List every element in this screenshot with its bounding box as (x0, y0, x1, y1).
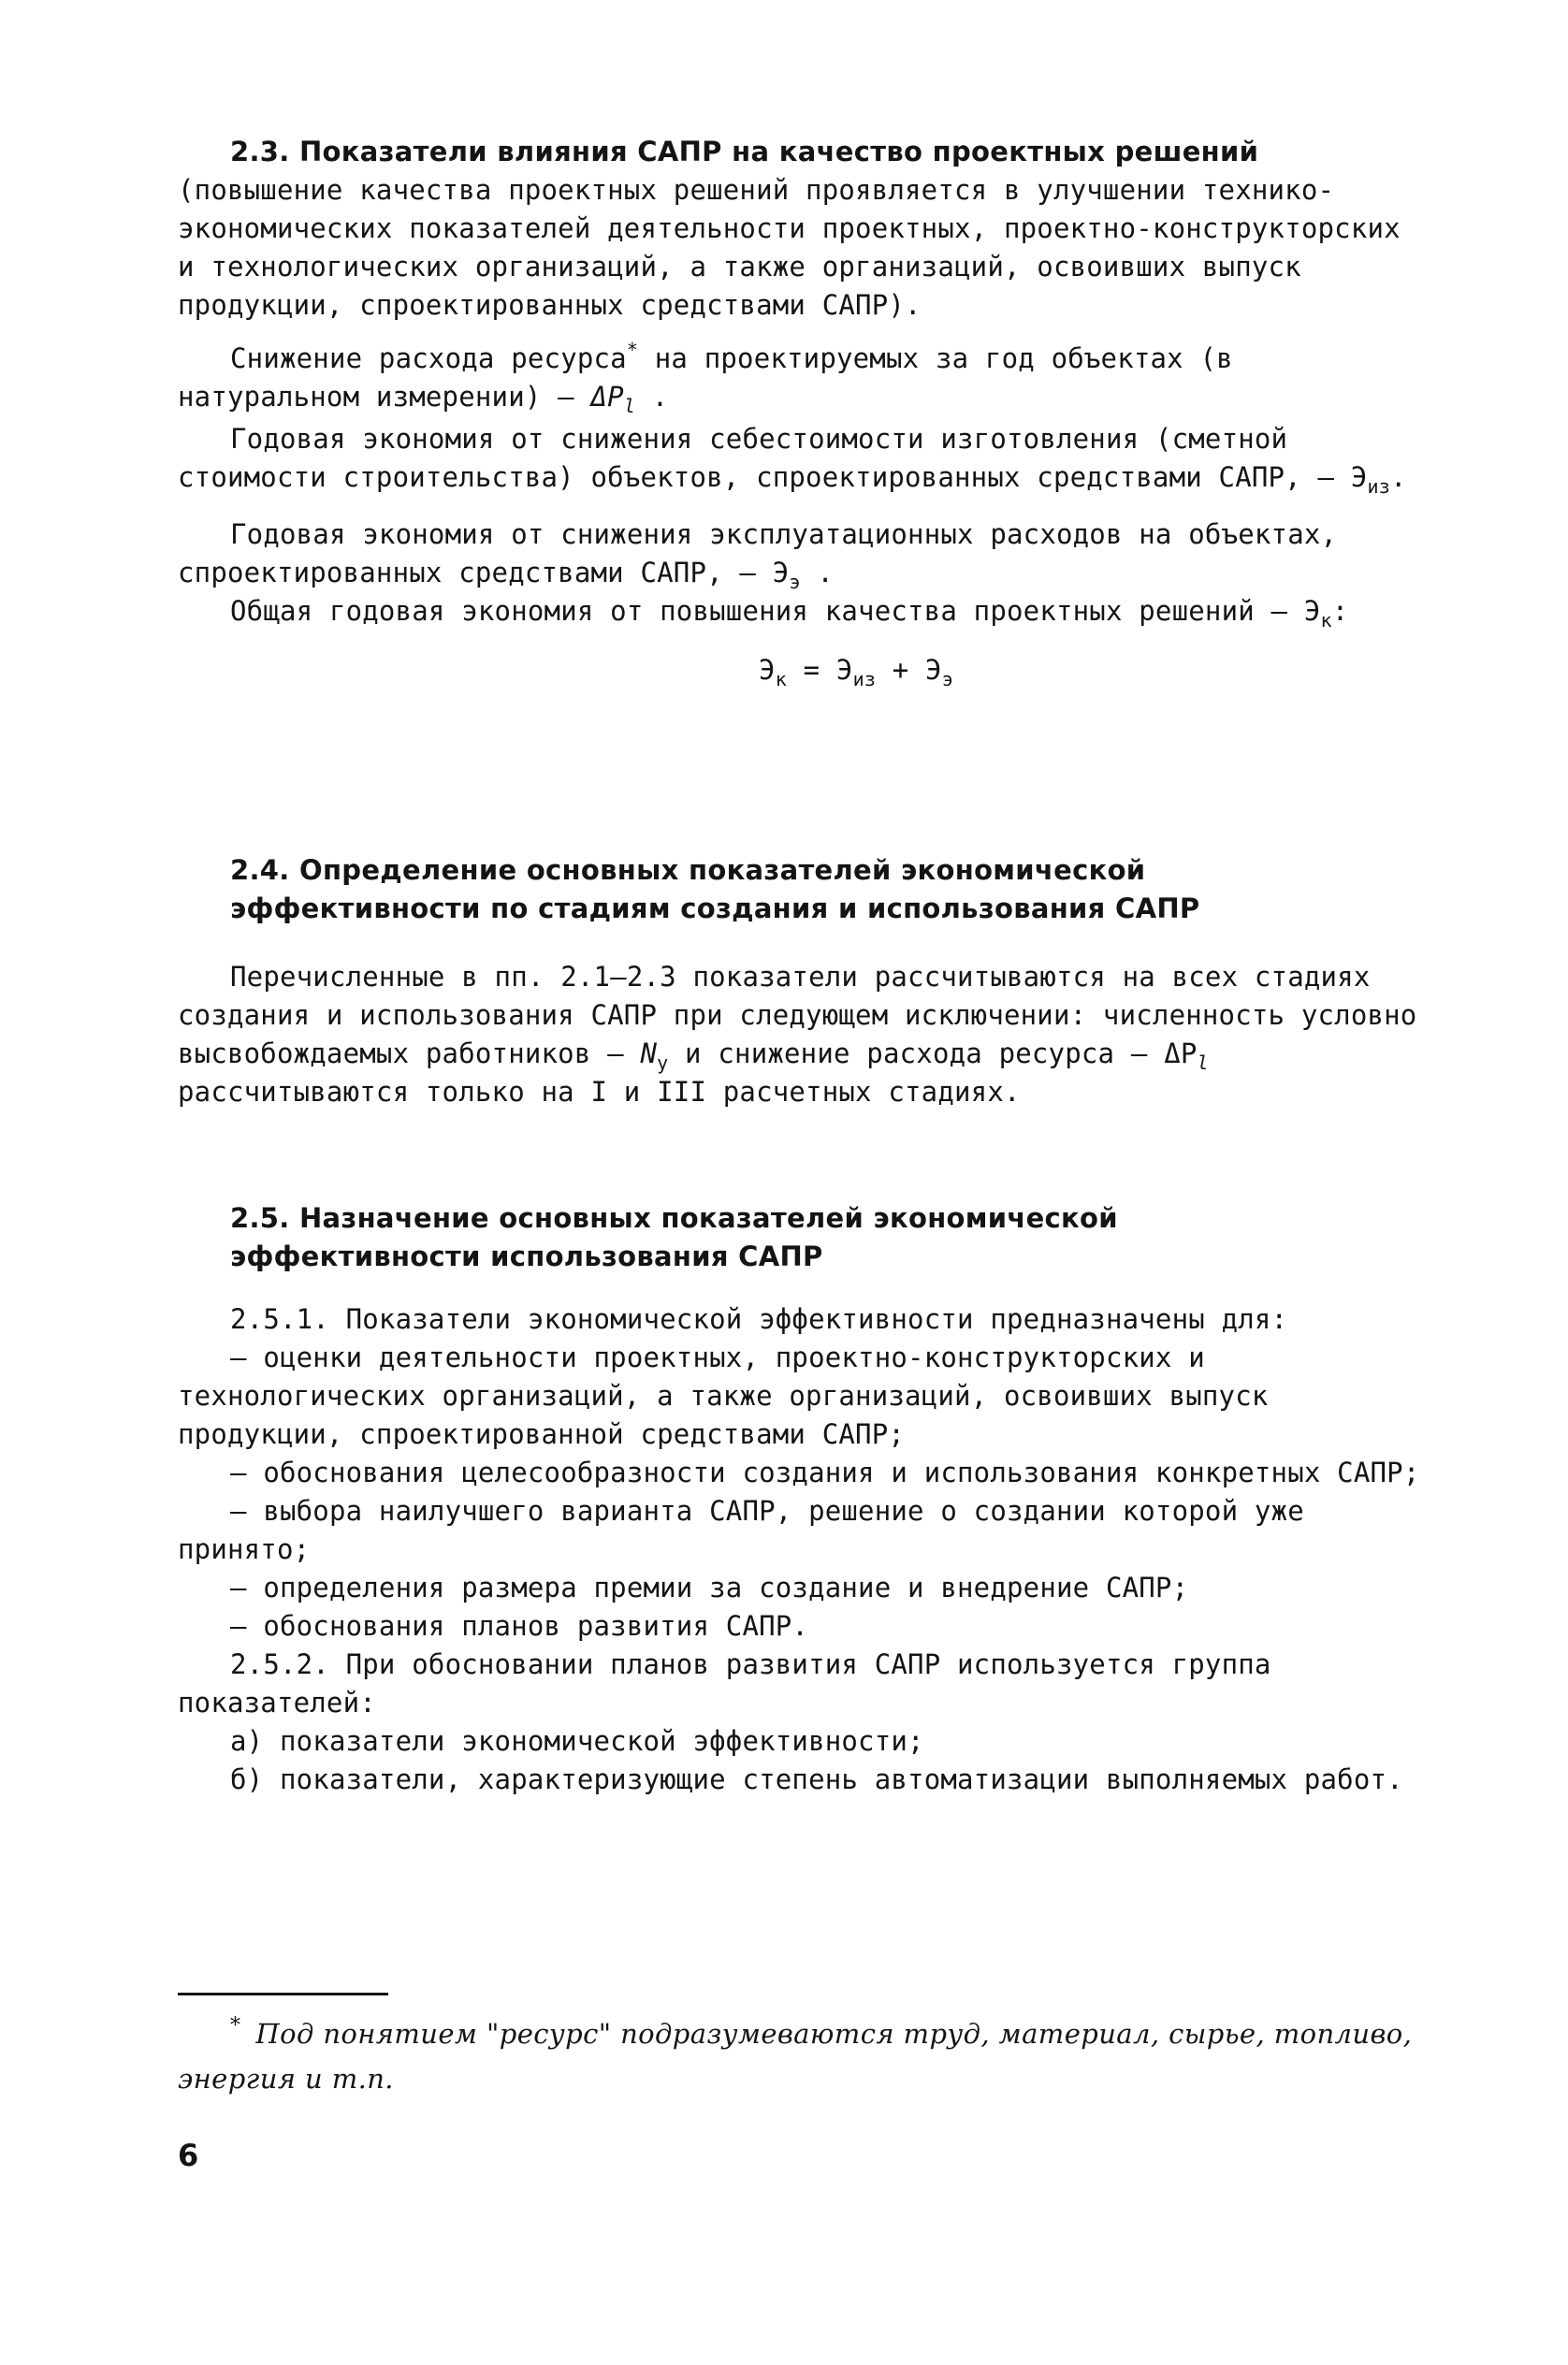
section-2-3 (178, 133, 1422, 689)
footnote-text: Под понятием "ресурс" подразумеваются труд, материал, сырье, топливо, энергия и т.п. (178, 2018, 1413, 2095)
formula-term2-subscript: э (941, 668, 953, 690)
page-number: 6 (178, 2138, 199, 2173)
section-2-5-heading-line2: эффективности использования САПР (230, 1241, 823, 1272)
operating-savings-text: Годовая экономия от снижения эксплуатационных расходов на объектах, спроектированных средствами САПР, – Э (178, 518, 1338, 588)
cost-savings-end: . (1389, 461, 1407, 493)
delta-p-symbol: ΔP (590, 381, 624, 413)
list-item: – обоснования планов развития САПР. (230, 1610, 809, 1642)
delta-p-subscript: l (623, 395, 636, 417)
n-symbol: N (640, 1037, 658, 1069)
total-savings-text: Общая годовая экономия от повышения качества проектных решений – Э (230, 595, 1321, 627)
resource-reduction-text: Снижение расхода ресурса (230, 342, 627, 374)
section-2-4-text-c: рассчитываются только на I и III расчетных стадиях. (178, 1076, 1021, 1108)
savings-formula (178, 651, 1422, 689)
formula-lhs: Э (759, 654, 776, 686)
formula-lhs-subscript: к (775, 668, 787, 690)
resource-reduction-paragraph (178, 340, 1422, 416)
cost-savings-paragraph (178, 420, 1422, 497)
section-2-5-heading (178, 1199, 1422, 1276)
section-2-4-text-b: и снижение расхода ресурса – (668, 1037, 1165, 1069)
list-item: – оценки деятельности проектных, проектно-конструкторских и технологических организаций, а также организаций, освоивших выпуск продукции, спроектированной средствами САПР; (178, 1342, 1269, 1450)
list-item: – определения размера премии за создание и внедрение САПР; (230, 1572, 1189, 1603)
cost-savings-subscript: из (1367, 475, 1390, 498)
section-2-4-heading-line1: 2.4. Определение основных показателей экономической (230, 854, 1146, 886)
section-2-5 (178, 1199, 1422, 1799)
section-2-4 (178, 851, 1422, 1111)
resource-reduction-end: . (635, 381, 669, 413)
footnote-marker: * (626, 339, 639, 361)
operating-savings-end: . (800, 557, 834, 588)
delta-p-symbol-2: ΔP (1164, 1037, 1198, 1069)
section-2-3-heading: 2.3. Показатели влияния САПР на качество проектных решений (230, 136, 1259, 167)
paragraph-2-5-1: 2.5.1. Показатели экономической эффективности предназначены для: (230, 1303, 1288, 1335)
section-2-4-text-a: Перечисленные в пп. 2.1–2.3 показатели рассчитываются на всех стадиях создания и использования САПР при следующем исключении: численность условно высвобождаемых работников – (178, 961, 1417, 1069)
section-2-3-intro-paragraph (178, 133, 1422, 325)
formula-equals-term: = Э (786, 654, 853, 686)
n-subscript: у (657, 1052, 669, 1074)
section-2-5-heading-line1: 2.5. Назначение основных показателей экономической (230, 1202, 1118, 1234)
delta-p-subscript-2: l (1197, 1052, 1209, 1074)
section-2-4-paragraph (178, 958, 1422, 1111)
list-item: а) показатели экономической эффективности; (230, 1725, 924, 1757)
formula-term1-subscript: из (852, 668, 877, 690)
list-item: – выбора наилучшего варианта САПР, решение о создании которой уже принято; (178, 1495, 1304, 1565)
section-2-4-heading-line2: эффективности по стадиям создания и использования САПР (230, 892, 1200, 924)
operating-savings-paragraph (178, 515, 1422, 592)
resource-reduction-text-2: на проектируемых за год объектах (в натуральном измерении) – (178, 342, 1233, 413)
formula-plus-term: + Э (876, 654, 942, 686)
section-2-4-heading (178, 851, 1422, 928)
total-savings-subscript: к (1320, 609, 1332, 631)
total-savings-paragraph (178, 592, 1422, 631)
operating-savings-subscript: э (789, 571, 801, 593)
footnote-divider (178, 1993, 388, 1995)
footnote-star: * (230, 2014, 241, 2038)
cost-savings-text: Годовая экономия от снижения себестоимости изготовления (сметной стоимости строительства) объектов, спроектированных средствами САПР, – Э (178, 423, 1368, 493)
total-savings-end: : (1331, 595, 1349, 627)
section-2-3-intro-text: (повышение качества проектных решений проявляется в улучшении технико-экономических показателей деятельности проектных, проектно-конструкторских и технологических организаций, а также организаций, освоивших выпуск продукции, спроектированных средствами САПР). (178, 174, 1401, 321)
list-item: б) показатели, характеризующие степень автоматизации выполняемых работ. (230, 1763, 1403, 1795)
paragraph-2-5-2: 2.5.2. При обосновании планов развития САПР используется группа показателей: (178, 1648, 1271, 1719)
list-item: – обоснования целесообразности создания и использования конкретных САПР; (230, 1457, 1420, 1488)
footnote (178, 2011, 1422, 2101)
